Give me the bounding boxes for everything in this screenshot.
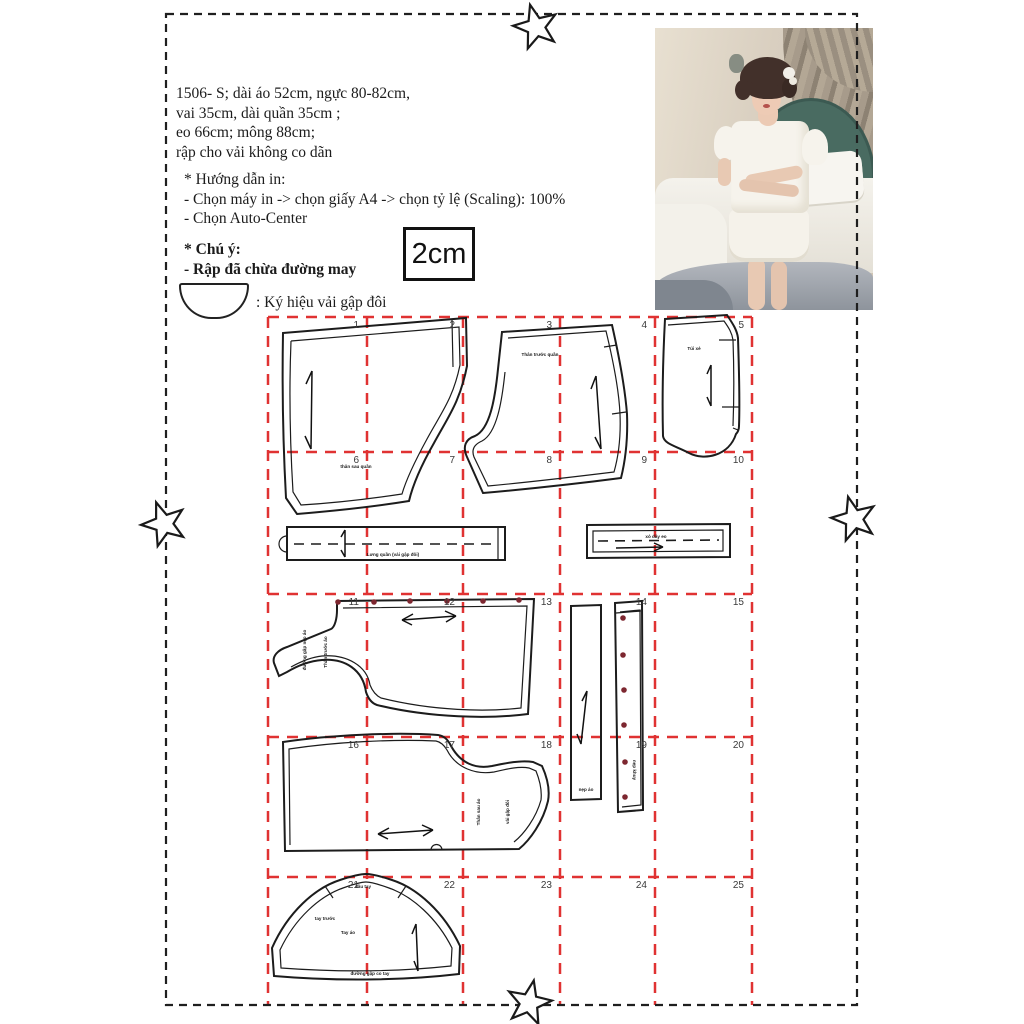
grid-cell-number: 12 [443, 597, 455, 608]
grid-cell-number: 8 [546, 455, 552, 466]
grid-cell-number: 4 [641, 320, 647, 331]
spec-line: rập cho vải không co dãn [176, 143, 333, 161]
piece-label: đầu tay [354, 884, 372, 889]
grid-cell-number: 17 [443, 740, 455, 751]
grid-cell-number: 9 [641, 455, 647, 466]
grid-cell-number: 3 [546, 320, 552, 331]
grid-cell-number: 2 [449, 320, 455, 331]
page-border [166, 14, 857, 1005]
grid-cell-number: 15 [732, 597, 744, 608]
piece-label: nẹp áo [578, 787, 594, 792]
grid-cell-number: 7 [449, 455, 455, 466]
grid-cell-number: 21 [347, 880, 359, 891]
print-guide-step: - Chọn Auto-Center [184, 210, 308, 227]
piece-label: Thân trước quần [521, 352, 559, 357]
spec-line: vai 35cm, dài quần 35cm ; [176, 104, 341, 122]
grid-cell-number: 20 [732, 740, 744, 751]
grid-cell-number: 13 [540, 597, 552, 608]
spec-line: eo 66cm; mông 88cm; [176, 124, 316, 141]
grid-cell-number: 6 [353, 455, 359, 466]
piece-label: nẹp khuy [632, 759, 637, 781]
fold-symbol-label: : Ký hiệu vải gập đôi [256, 294, 387, 311]
grid-cell-number: 22 [443, 880, 455, 891]
star-top [509, 0, 562, 51]
scale-test-label: 2cm [411, 237, 467, 270]
spec-line: 1506- S; dài áo 52cm, ngực 80-82cm, [176, 85, 410, 102]
grid-cell-number: 23 [540, 880, 552, 891]
piece-label: đường gập nẹp áo [302, 629, 307, 671]
note-body: - Rập đã chừa đường may [184, 260, 357, 278]
piece-label: tay trước [314, 916, 336, 921]
grid-cell-number: 19 [635, 740, 647, 751]
grid-cell-number: 25 [732, 880, 744, 891]
piece-label: vải gập đôi [505, 800, 510, 824]
grid-cell-number: 18 [540, 740, 552, 751]
piece-label: Thân trước áo [323, 636, 328, 668]
piece-label: xỏ dây eo [645, 534, 667, 539]
grid-cell-number: 5 [738, 320, 744, 331]
grid-cell-number: 24 [635, 880, 647, 891]
print-guide-step: - Chọn máy in -> chọn giấy A4 -> chọn tỷ lệ (Scaling): 100% [184, 190, 566, 208]
grid-cell-number: 10 [732, 455, 744, 466]
piece-label: đường gập co tay [350, 971, 390, 976]
star-left [136, 495, 191, 549]
grid-cell-number: 14 [635, 597, 647, 608]
star-bottom [504, 976, 555, 1024]
grid-cell-number: 16 [347, 740, 359, 751]
piece-label: thân sau quần [340, 464, 372, 469]
star-right [827, 491, 880, 543]
grid-cell-number: 1 [353, 320, 359, 331]
note-title: * Chú ý: [184, 241, 241, 258]
piece-label: Lưng quần (vải gập đôi) [366, 552, 420, 557]
print-guide-title: * Hướng dẫn in: [184, 171, 286, 188]
grid-cell-number: 11 [348, 597, 359, 608]
piece-label: Tay áo [340, 930, 356, 935]
fold-line [598, 540, 719, 541]
fold-notch [279, 536, 287, 552]
piece-label: Túi xẻ [687, 346, 701, 351]
piece-label: Thân sau áo [476, 798, 481, 826]
